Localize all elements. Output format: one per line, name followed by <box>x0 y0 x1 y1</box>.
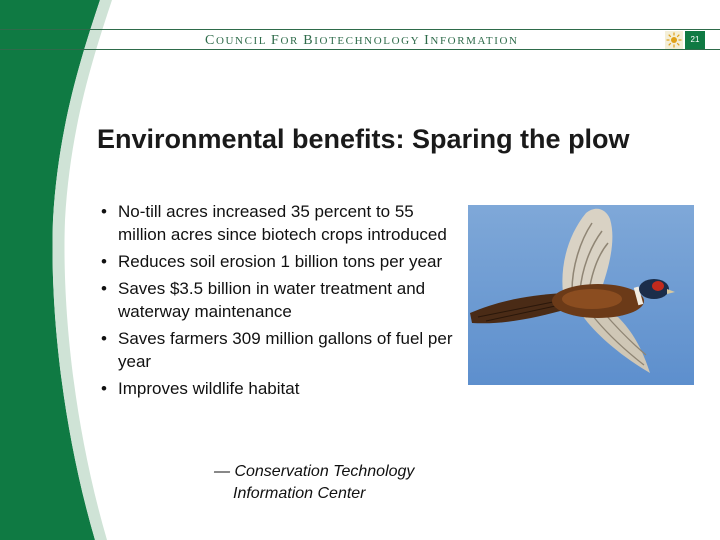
bullet-glyph: • <box>101 252 107 271</box>
source-attribution <box>214 461 414 505</box>
header-top-rule <box>0 29 720 30</box>
bullet-glyph: • <box>101 329 107 348</box>
organization-name: COUNCIL FOR BIOTECHNOLOGY INFORMATION <box>205 33 519 48</box>
bullet-glyph: • <box>101 202 107 221</box>
page-number: 21 <box>685 31 705 49</box>
bullet-text: Saves farmers 309 million gallons of fuel per year <box>118 329 453 371</box>
bullet-item <box>98 250 458 273</box>
bullet-text: Saves $3.5 billion in water treatment and waterway maintenance <box>118 279 426 321</box>
attribution-line-1: — Conservation Technology <box>214 463 415 480</box>
bullet-glyph: • <box>101 279 107 298</box>
attribution-line-2: Information Center <box>233 485 366 502</box>
bullet-item <box>98 377 458 400</box>
bullet-item <box>98 200 458 246</box>
header-bottom-rule <box>0 49 720 50</box>
bullet-item <box>98 327 458 373</box>
bullet-text: Improves wildlife habitat <box>118 379 300 398</box>
bullet-list <box>98 200 458 404</box>
bullet-text: Reduces soil erosion 1 billion tons per year <box>118 252 443 271</box>
bullet-glyph: • <box>101 379 107 398</box>
bullet-item <box>98 277 458 323</box>
pheasant-photo <box>468 205 694 385</box>
sun-logo-icon <box>665 31 683 49</box>
slide-title: Environmental benefits: Sparing the plow <box>97 124 630 154</box>
bullet-text: No-till acres increased 35 percent to 55 million acres since biotech crops introduced <box>118 202 447 244</box>
